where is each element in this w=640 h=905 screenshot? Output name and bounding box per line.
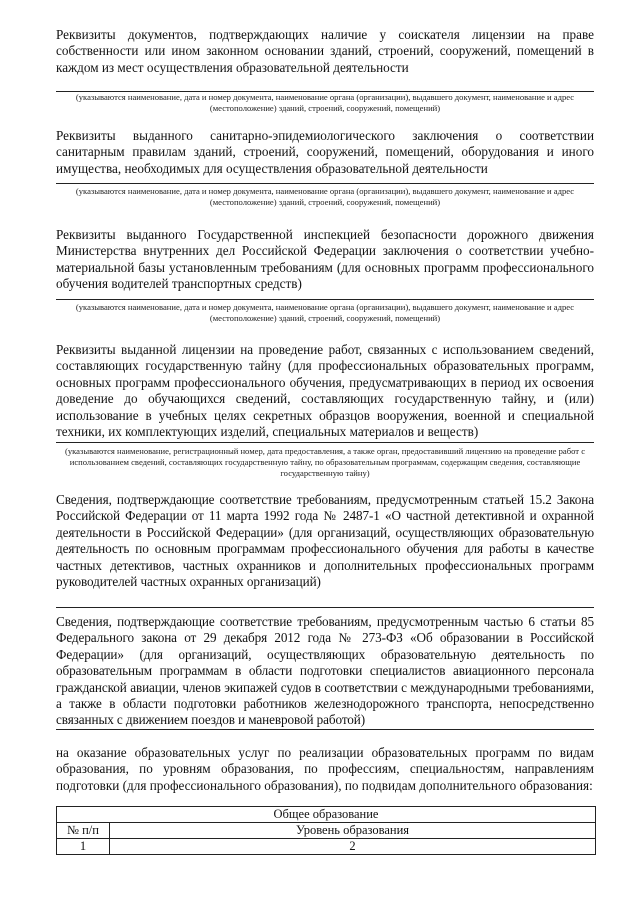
section-4-note: (указываются наименование, регистрационный номер, дата предоставления, а также орган, предоставивший лицензию на проведение работ с использованием сведений, составляющих государственную тайну, по образовательным программам, содержащим сведения, составляющие государственную тайну) (64, 446, 586, 479)
section-2-fill-line (56, 183, 594, 184)
section-3-fill-line (56, 299, 594, 300)
section-2-text: Реквизиты выданного санитарно-эпидемиологического заключения о соответствии санитарным правилам зданий, строений, сооружений, помещений, оборудования и иного имущества, необходимых для осуществления образовательной деятельности (56, 128, 594, 176)
section-6-fill-line (56, 729, 594, 730)
section-3-note: (указываются наименование, дата и номер документа, наименование органа (организации), выдавшего документ, наименование и адрес (местоположение) зданий, строений, сооружений, помещений) (75, 302, 575, 324)
table-cell-level: 2 (110, 839, 596, 855)
section-4-fill-line (56, 442, 594, 443)
table-title-row (57, 807, 596, 823)
section-6-text: Сведения, подтверждающие соответствие требованиям, предусмотренным частью 6 статьи 85 Федерального закона от 29 декабря 2012 года № 273-ФЗ «Об образовании в Российской Федерации» (для организаций, осуществляющих образовательную деятельность по образовательным программам в области подготовки специалистов авиационного персонала гражданской авиации, членов экипажей судов в соответствии с международными требованиями, а также в области подготовки работников железнодорожного транспорта, непосредственно связанных с движением поездов и маневровой работой) (56, 614, 594, 728)
section-1-text: Реквизиты документов, подтверждающих наличие у соискателя лицензии на праве собственности или ином законном основании зданий, строений, сооружений, помещений в каждом из мест осуществления образовательной деятельности (56, 27, 594, 75)
section-4-text: Реквизиты выданной лицензии на проведение работ, связанных с использованием сведений, составляющих государственную тайну (для профессиональных образовательных программ, основных программ профессионального обучения, предусматривающих в период их освоения доведение до обучающихся сведений, составляющих государственную тайну, и (или) использование в учебных целях секретных образцов вооружения, военной и специальной техники, их комплектующих изделий, специальных материалов и веществ) (56, 342, 594, 440)
section-7-text: на оказание образовательных услуг по реализации образовательных программ по видам образования, по уровням образования, по профессиям, специальностям, направлениям подготовки (для профессионального образования), по подвидам дополнительного образования: (56, 745, 594, 793)
table-row (57, 839, 596, 855)
section-5-fill-line (56, 607, 594, 608)
table-header-num: № п/п (57, 823, 110, 839)
section-3-text: Реквизиты выданного Государственной инспекцией безопасности дорожного движения Министерства внутренних дел Российской Федерации заключения о соответствии учебно-материальной базы установленным требованиям (для основных программ профессионального обучения водителей транспортных средств) (56, 227, 594, 292)
table-title: Общее образование (57, 807, 596, 823)
section-1-note: (указываются наименование, дата и номер документа, наименование органа (организации), выдавшего документ, наименование и адрес (местоположение) зданий, строений, сооружений, помещений) (75, 92, 575, 114)
table-header-level: Уровень образования (110, 823, 596, 839)
section-2-note: (указываются наименование, дата и номер документа, наименование органа (организации), выдавшего документ, наименование и адрес (местоположение) зданий, строений, сооружений, помещений) (75, 186, 575, 208)
section-5-text: Сведения, подтверждающие соответствие требованиям, предусмотренным статьей 15.2 Закона Российской Федерации от 11 марта 1992 года № 2487-1 «О частной детективной и охранной деятельности в Российской Федерации» (для организаций, осуществляющих образовательную деятельность по основным программам профессионального обучения для работы в качестве частных детективов, частных охранников и дополнительных профессиональных программ руководителей частных охранных организаций) (56, 492, 594, 590)
table-header-row (57, 823, 596, 839)
education-table (56, 806, 596, 855)
table-cell-num: 1 (57, 839, 110, 855)
